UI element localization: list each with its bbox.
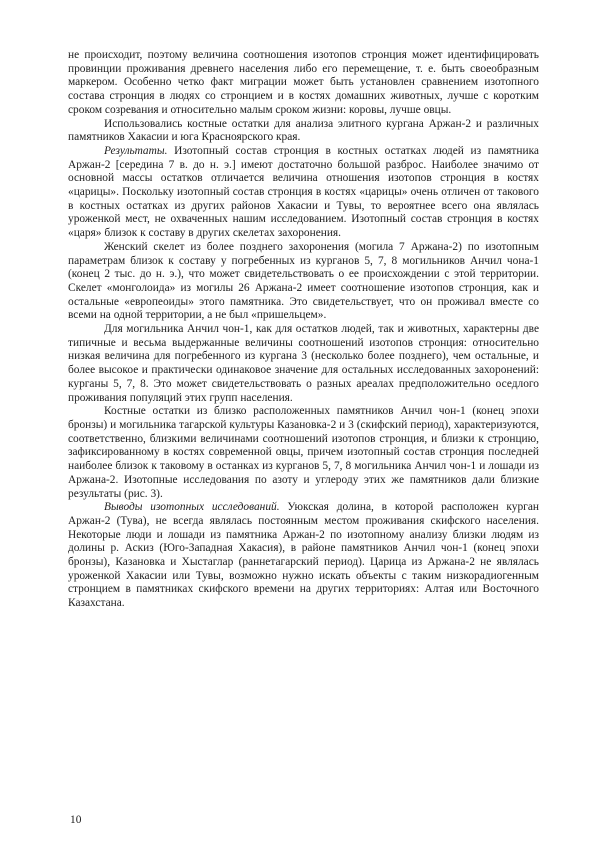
text-body [68,49,539,611]
paragraph-text: Уюкская долина, в которой расположен курган Аржан-2 (Тува), не всегда являлась постоянным местом проживания скифского населения. Некоторые люди и лошади из памятника Аржан-2 по изотопному анализу близки людям из долины р. Аскиз (Юго-Западная Хакасия), в районе памятников Анчил чон-1 (конец эпохи бронзы), Казановка и Хыстаглар (раннетагарский период). Царица из Аржана-2 не являлась уроженкой Хакасии или Тувы, возможно нужно искать объекты с таким низкорадиогенным стронцием в памятниках скифского времени на других территориях: Алтая или Восточного Казахстана. [68,501,539,610]
paragraph [68,241,539,323]
paragraph [68,405,539,501]
paragraph-lead: Выводы изотопных исследований. [104,501,280,514]
paragraph [68,501,539,611]
paragraph-lead: Результаты. [104,144,168,157]
paragraph [68,118,539,145]
paragraph [68,49,539,118]
paragraph [68,145,539,241]
page-number: 10 [70,814,82,826]
paragraph-text: Для могильника Анчил чон-1, как для остатков людей, так и животных, характерны две типичные и весьма выдержанные величины соотношений изотопов стронция: относительно низкая величина для погребенного из кургана 3 (несколько более позднего), чем остальные, и более высокое и практически одинаковое значение для остальных исследованных захоронений: курганы 5, 7, 8. Это может свидетельствовать о разных ареалах предположительно оседлого проживания популяций этих групп населения. [68,323,539,404]
paragraph-text: Изотопный состав стронция в костных остатках людей из памятника Аржан-2 [середина 7 в. до н. э.] имеют достаточно большой разброс. Наиболее значимо от основной массы остатков отличается величина отношения изотопов стронция в костях «царицы». Поскольку изотопный состав стронция в костях «царицы» очень отличен от такового в костных остатках из других районов Хакасии и Тувы, то вероятнее всего она являлась уроженкой мест, не охваченных нашим исследованием. Изотопный состав стронция в костях «царя» близок к составу в других скелетах захоронения. [68,144,539,240]
paragraph-text: Костные остатки из близко расположенных памятников Анчил чон-1 (конец эпохи бронзы) и могильника тагарской культуры Казановка-2 и 3 (скифский период), характеризуются, соответственно, близкими величинами соотношений изотопов стронция, и близки к стронцию, зафиксированному в костях современной овцы, причем изотопный состав стронция последней наиболее близок к таковому в останках из курганов 5, 7, 8 могильника Анчил чон-1 и лошади из Аржана-2. Изотопные исследования по азоту и углероду этих же памятников дали близкие результаты (рис. 3). [68,405,539,500]
paragraph-text: не происходит, поэтому величина соотношения изотопов стронция может идентифицировать провинции проживания древнего населения либо его перемещение, т. е. быть своеобразным маркером. Особенно четко факт миграции может быть установлен сравнением изотопного состава стронция в людях со стронцием и в костях домашних животных, лучше с коротким сроком созревания и относительно малым сроком жизни: коровы, лучше овцы. [68,49,539,116]
paragraph-text: Использовались костные остатки для анализа элитного кургана Аржан-2 и различных памятников Хакасии и юга Красноярского края. [68,117,539,144]
paragraph [68,323,539,405]
paragraph-text: Женский скелет из более позднего захоронения (могила 7 Аржана-2) по изотопным параметрам близок к составу у погребенных из курганов 5, 7, 8 могильников Анчил чона-1 (конец 2 тыс. до н. э.), что может свидетельствовать о ее происхождении с этой территории. Скелет «монголоида» из могилы 26 Аржана-2 имеет соотношение изотопов стронция, как и остальные «европеоиды» этого памятника. Это свидетельствует, что он проживал вместе со всеми на одной территории, а не был «пришельцем». [68,240,539,322]
